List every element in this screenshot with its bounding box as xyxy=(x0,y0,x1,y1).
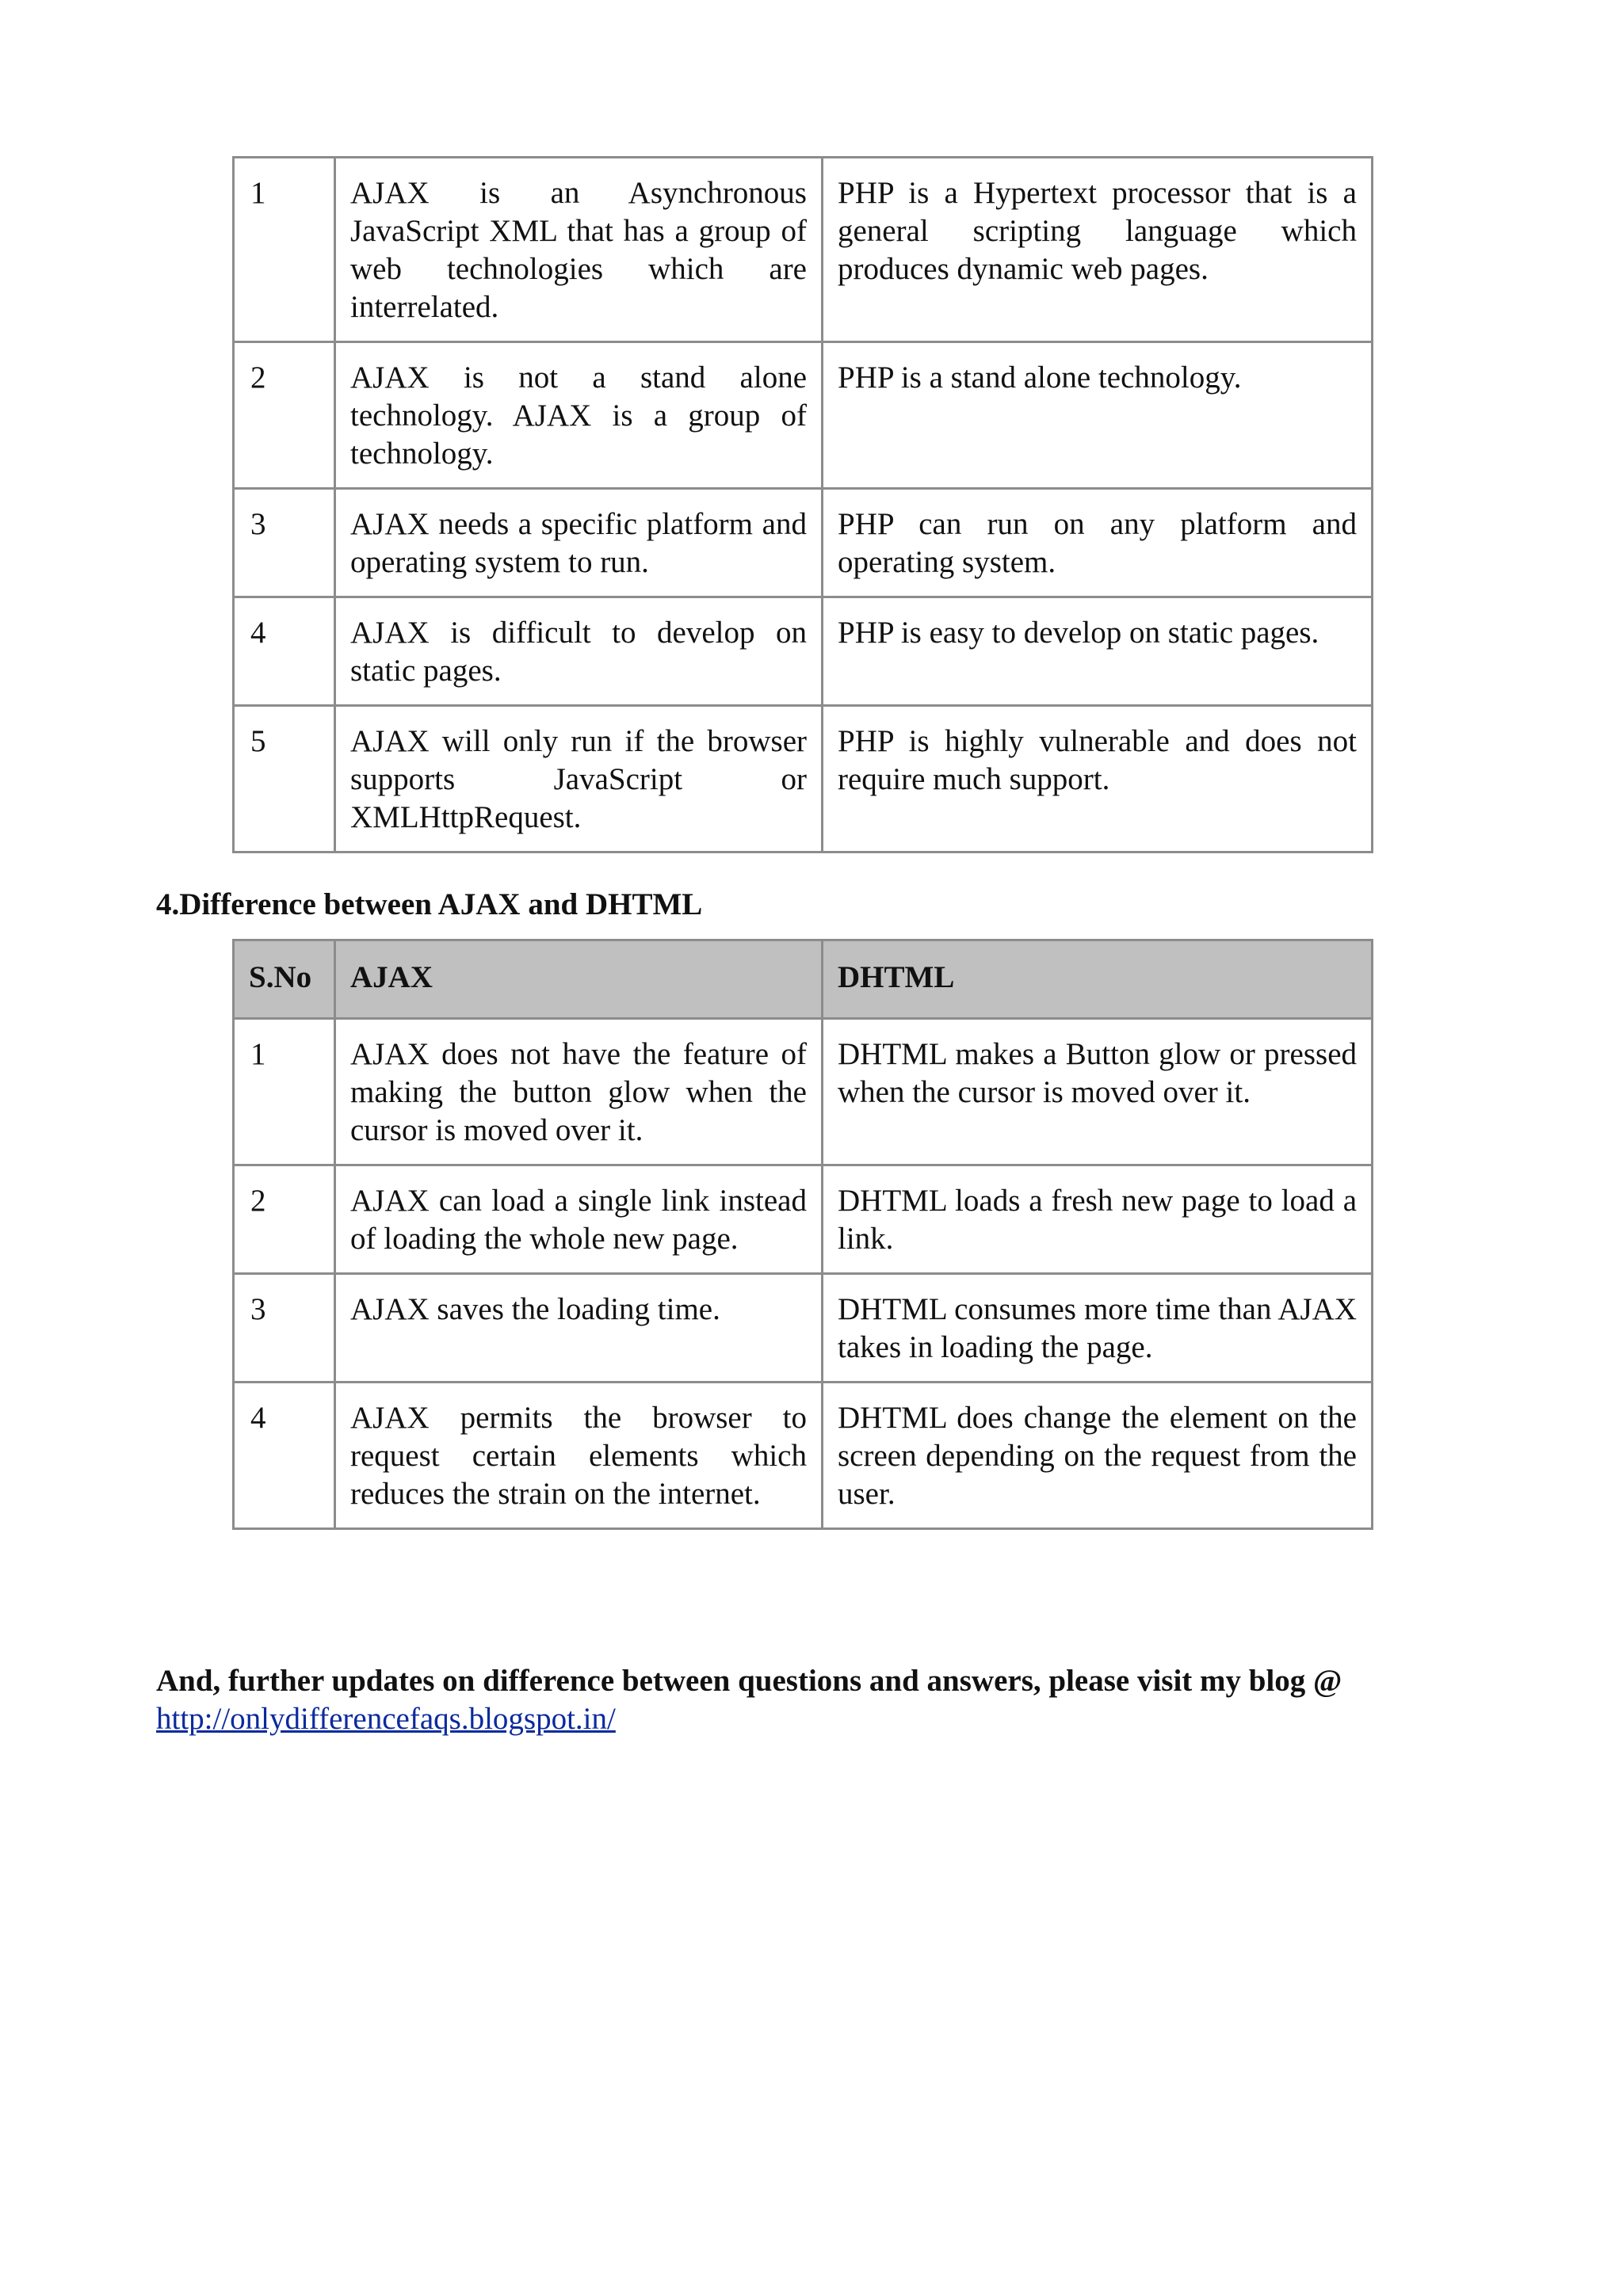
footer-note xyxy=(156,1662,1342,1738)
ajax-cell: AJAX is not a stand alone technology. AJAX is a group of technology. xyxy=(335,342,823,489)
serial-number-cell: 3 xyxy=(234,1274,335,1383)
php-cell: PHP can run on any platform and operating system. xyxy=(823,489,1373,597)
section-heading: 4.Difference between AJAX and DHTML xyxy=(156,887,703,921)
php-cell: PHP is easy to develop on static pages. xyxy=(823,597,1373,706)
table-row xyxy=(234,706,1373,852)
table-row xyxy=(234,597,1373,706)
ajax-cell: AJAX saves the loading time. xyxy=(335,1274,823,1383)
serial-number-cell: 3 xyxy=(234,489,335,597)
footer-note-text: And, further updates on difference between questions and answers, please visit my blog @ xyxy=(156,1664,1342,1698)
table-row xyxy=(234,158,1373,342)
table-row xyxy=(234,1383,1373,1529)
serial-number-cell: 1 xyxy=(234,1019,335,1165)
serial-number-cell: 5 xyxy=(234,706,335,852)
table-row xyxy=(234,1019,1373,1165)
table-row xyxy=(234,1165,1373,1274)
serial-number-cell: 4 xyxy=(234,597,335,706)
serial-number-cell: 1 xyxy=(234,158,335,342)
ajax-cell: AJAX does not have the feature of making the button glow when the cursor is moved over it. xyxy=(335,1019,823,1165)
php-cell: PHP is a stand alone technology. xyxy=(823,342,1373,489)
dhtml-cell: DHTML consumes more time than AJAX takes in loading the page. xyxy=(823,1274,1373,1383)
blog-link[interactable]: http://onlydifferencefaqs.blogspot.in/ xyxy=(156,1702,616,1736)
table-row xyxy=(234,1274,1373,1383)
ajax-vs-php-table xyxy=(232,156,1373,853)
table-row xyxy=(234,342,1373,489)
ajax-cell: AJAX is difficult to develop on static pages. xyxy=(335,597,823,706)
php-cell: PHP is highly vulnerable and does not require much support. xyxy=(823,706,1373,852)
ajax-cell: AJAX is an Asynchronous JavaScript XML that has a group of web technologies which are interrelated. xyxy=(335,158,823,342)
column-header-sno: S.No xyxy=(234,940,335,1019)
dhtml-cell: DHTML loads a fresh new page to load a link. xyxy=(823,1165,1373,1274)
ajax-cell: AJAX will only run if the browser supports JavaScript or XMLHttpRequest. xyxy=(335,706,823,852)
php-cell: PHP is a Hypertext processor that is a general scripting language which produces dynamic web pages. xyxy=(823,158,1373,342)
dhtml-cell: DHTML does change the element on the screen depending on the request from the user. xyxy=(823,1383,1373,1529)
column-header-ajax: AJAX xyxy=(335,940,823,1019)
ajax-vs-dhtml-table xyxy=(232,939,1373,1530)
table-header-row xyxy=(234,940,1373,1019)
serial-number-cell: 4 xyxy=(234,1383,335,1529)
serial-number-cell: 2 xyxy=(234,1165,335,1274)
ajax-cell: AJAX can load a single link instead of loading the whole new page. xyxy=(335,1165,823,1274)
ajax-cell: AJAX permits the browser to request certain elements which reduces the strain on the internet. xyxy=(335,1383,823,1529)
table-row xyxy=(234,489,1373,597)
column-header-dhtml: DHTML xyxy=(823,940,1373,1019)
dhtml-cell: DHTML makes a Button glow or pressed when the cursor is moved over it. xyxy=(823,1019,1373,1165)
serial-number-cell: 2 xyxy=(234,342,335,489)
ajax-cell: AJAX needs a specific platform and operating system to run. xyxy=(335,489,823,597)
